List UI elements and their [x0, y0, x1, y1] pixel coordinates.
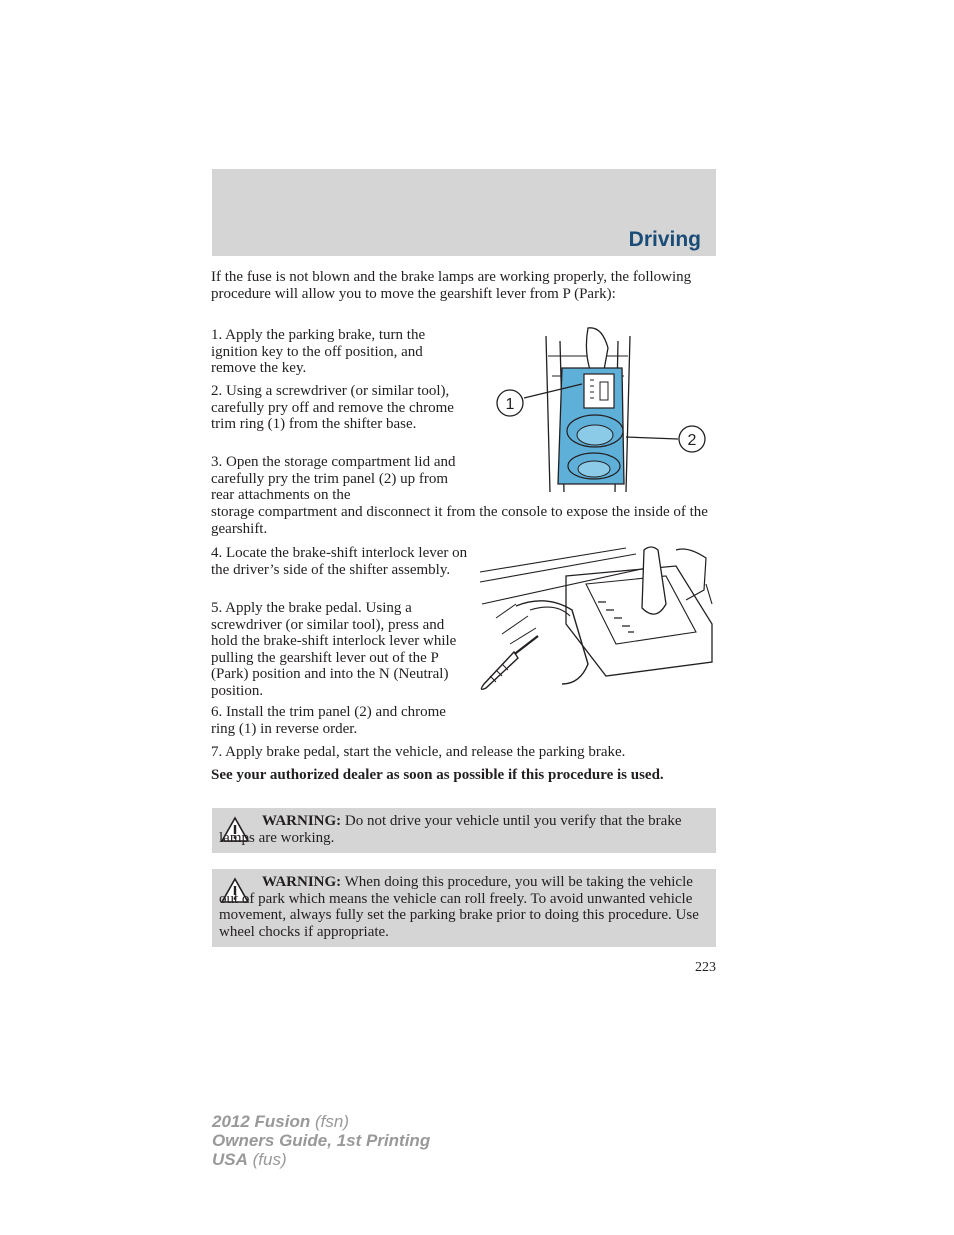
- step-5: 5. Apply the brake pedal. Using a screwdriver (or similar tool), press and hold the brake-shift interlock lever while pulling the gearshift lever out of the P (Park) position and into the N (Neutral) position.: [211, 600, 457, 699]
- step-4: 4. Locate the brake-shift interlock lever on the driver’s side of the shifter assembly.: [211, 545, 468, 578]
- footer-region: USA: [212, 1150, 248, 1169]
- section-title: Driving: [628, 228, 701, 251]
- shifter-console-illustration: [490, 326, 715, 494]
- section-header: [212, 169, 716, 256]
- footer-guide: Owners Guide, 1st Printing: [212, 1131, 431, 1150]
- warning-text: When doing this procedure, you will be taking the vehicle out of park which means the vehicle can roll freely. To avoid unwanted vehicle movement, always fully set the parking brake prior to doing this procedure. Use wheel chocks if appropriate.: [219, 874, 699, 940]
- step-3: 3. Open the storage compartment lid and carefully pry the trim panel (2) up from rear attachments on the: [211, 454, 456, 503]
- warning-box-1: [212, 808, 716, 853]
- step-1: 1. Apply the parking brake, turn the ignition key to the off position, and remove the key.: [211, 327, 426, 376]
- warning-box-2: [212, 869, 716, 947]
- page-number: 223: [695, 960, 716, 975]
- warning-label: WARNING:: [262, 874, 342, 890]
- intro-paragraph: If the fuse is not blown and the brake lamps are working properly, the following procedure will allow you to move the gearshift lever from P (Park):: [211, 269, 692, 302]
- warning-label: WARNING:: [262, 813, 342, 829]
- footer-region-code: (fus): [252, 1150, 287, 1169]
- footer-model: 2012 Fusion: [212, 1112, 311, 1131]
- callout-2: 2: [687, 432, 697, 449]
- step-6: 6. Install the trim panel (2) and chrome ring (1) in reverse order.: [211, 704, 446, 737]
- document-footer: [212, 1112, 430, 1169]
- step-3-continued: storage compartment and disconnect it from the console to expose the inside of the gearshift.: [211, 504, 708, 537]
- interlock-lever-illustration: [476, 544, 716, 694]
- dealer-notice: See your authorized dealer as soon as possible if this procedure is used.: [211, 767, 664, 783]
- step-7: 7. Apply brake pedal, start the vehicle, and release the parking brake.: [211, 744, 626, 760]
- callout-1: 1: [505, 396, 515, 413]
- footer-model-code: (fsn): [315, 1112, 349, 1131]
- step-2: 2. Using a screwdriver (or similar tool), carefully pry off and remove the chrome trim ring (1) from the shifter base.: [211, 383, 454, 432]
- warning-text: Do not drive your vehicle until you verify that the brake lamps are working.: [219, 813, 682, 846]
